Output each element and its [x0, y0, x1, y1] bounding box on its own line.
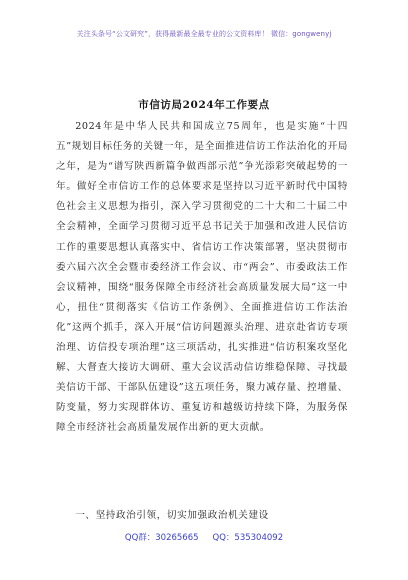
document-title: 市信访局2024年工作要点: [138, 99, 270, 111]
body-paragraph: 2024年是中华人民共和国成立75周年，也是实施“十四五”规划目标任务的关键一年，是全面推进信访工作法治化的开局之年，是为“谱写陕西新篇争做西部示范”争光添彩突破起势的一年。做好全市信访工作的总体要求是坚持以习近平新时代中国特色社会主义思想为指引，深入学习贯彻党的二十大和二十届二中全会精神，全面学习贯彻习近平总书记关于加强和改进人民信访工作的重要思想认真落实中、省信访工作决策部署，坚决贯彻市委六届六次全会暨市委经济工作会议、市“两会”、市委政法工作会议精神，围绕“服务保障全市经济社会高质量发展大局”这一中心，扭住“贯彻落实《信访工作条例》、全面推进信访工作法治化”这两个抓手，深入开展“信访问题源头治理、进京赴省访专项治理、访信投专项治理”这三项活动，扎实推进“信访积案攻坚化解、大督查大接访大调研、重大会议活动信访维稳保障、寻找最美信访干部、干部队伍建设”这五项任务，聚力减存量、控增量、防变量，努力实现群体访、重复访和越级访持续下降，为服务保障全市经济社会高质量发展作出新的更大贡献。: [56, 121, 348, 434]
qq-group-label: QQ群：30265665: [124, 533, 199, 543]
footer-contact: [0, 531, 408, 543]
qq-label: QQ：535304092: [212, 533, 284, 543]
header-banner: 关注头条号“公文研究”，获得最新最全最专业的公文资料库！ 微信：gongwenyj: [76, 30, 332, 38]
section-heading: 一、坚持政治引领，切实加强政治机关建设: [75, 510, 269, 521]
